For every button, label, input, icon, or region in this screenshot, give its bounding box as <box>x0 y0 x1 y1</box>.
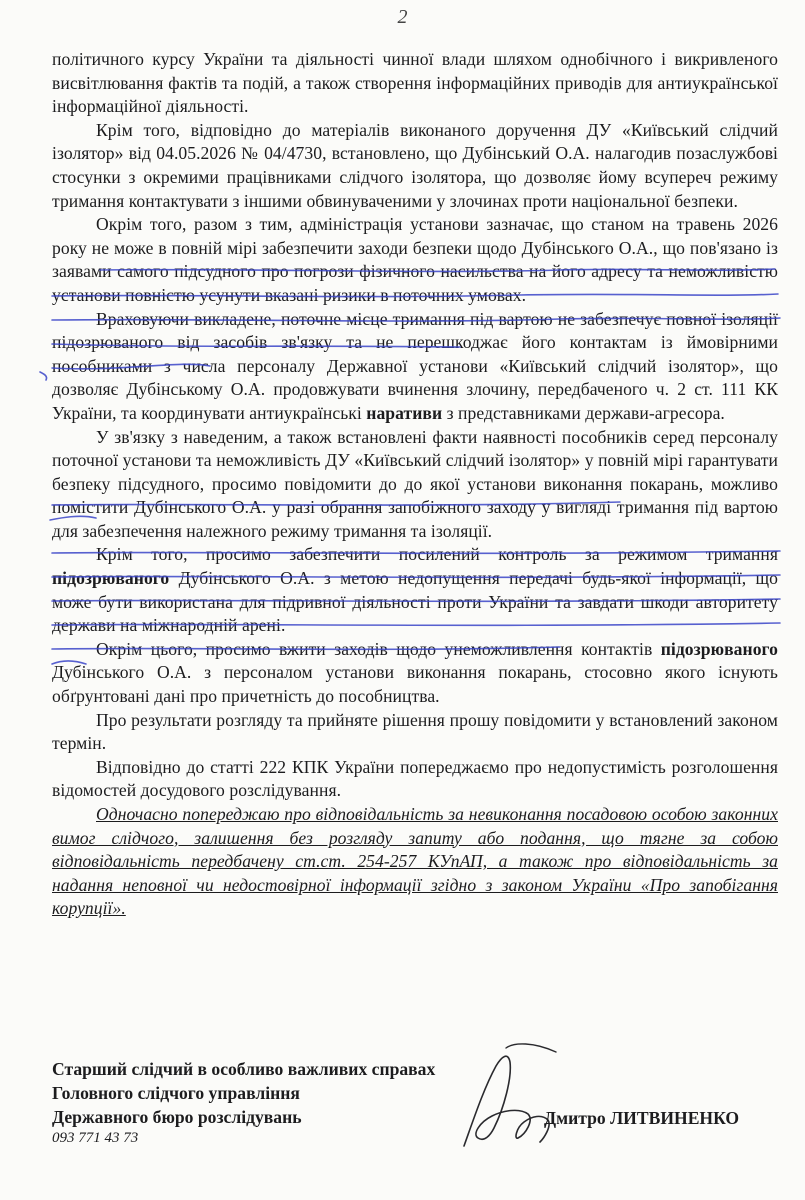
paragraph-7-text-start: Окрім цього, просимо вжити заходів щодо унеможливлення контактів <box>96 638 661 659</box>
paragraph-6-text-end: Дубінського О.А. з метою недопущення передачі будь-якої інформації, що може бути використана для підривної діяльності проти України та завдати шкоди авторитету держави на міжнародній арені. <box>52 568 778 636</box>
paragraph-4-text-start: Враховуючи викладене, поточне місце тримання під вартою не забезпечує повної ізоляції підозрюваного від засобів зв'язку та не перешкоджає його контактам із ймовірними пособниками з числа персоналу Державної установи «Київський слідчий ізолятор», що дозволяє Дубінському О.А. продовжувати вчинення злочину, передбаченого ч. 2 ст. 111 КК України, та координувати антиукраїнські <box>52 308 778 423</box>
paragraph-4-text-end: з представниками держави-агресора. <box>442 402 725 423</box>
warning-paragraph <box>52 803 778 921</box>
paragraph-5: У зв'язку з наведеним, а також встановлені факти наявності пособників серед персоналу поточної установи та неможливість ДУ «Київський слідчий ізолятор» у повній мірі гарантувати безпеку підсудного, просимо повідомити до до якої установи виконання покарань, можливо помістити Дубінського О.А. у разі обрання запобіжного заходу у вигляді тримання під вартою для забезпечення належного режиму тримання та ізоляції. <box>52 426 778 541</box>
paragraph-9: Відповідно до статті 222 КПК України попереджаємо про недопустимість розголошення відомостей досудового розслідування. <box>52 756 778 801</box>
paragraph-3: Окрім того, разом з тим, адміністрація установи зазначає, що станом на травень 2026 року не може в повній мірі забезпечити заходи безпеки щодо Дубінського О.А., що пов'язано із заявами самого підсудного про погрози фізичного насильства на його адресу та неможливістю установи повністю усунути вказані ризики в поточних умовах. <box>52 214 778 305</box>
paragraph-6-text-start: Крім того, просимо забезпечити посилений контроль за режимом тримання <box>96 544 778 565</box>
signer-title-line-3: Державного бюро розслідувань <box>52 1107 302 1127</box>
pen-underline <box>40 372 47 380</box>
signer-phone: 093 771 43 73 <box>52 1130 139 1146</box>
paragraph-1: політичного курсу України та діяльності чинної влади шляхом однобічного і викривленого висвітлювання фактів та подій, а також створення інформаційних приводів для антиукраїнської інформаційної діяльності. <box>52 49 778 117</box>
warning-text: Одночасно попереджаю про відповідальність за невиконання посадовою особою законних вимог слідчого, залишення без розгляду запиту або подання, що тягне за собою відповідальність передбачену ст.ст. 254-257 КУпАП, а також про відповідальність за надання неповної чи недостовірної інформації згідно з законом України «Про запобігання корупції». <box>52 804 778 919</box>
paragraph-7-bold-word: підозрюваного <box>660 638 778 659</box>
paragraph-7-text-end: Дубінського О.А. з персоналом установи виконання покарань, стосовно якого існують обґрунтовані дані про причетність до пособництва. <box>52 662 778 707</box>
signer-name: Дмитро ЛИТВИНЕНКО <box>544 1108 740 1128</box>
paragraph-4 <box>52 308 778 426</box>
page-number: 2 <box>397 6 408 28</box>
document-body <box>52 48 778 921</box>
paragraph-2: Крім того, відповідно до матеріалів виконаного доручення ДУ «Київський слідчий ізолятор» від 04.05.2026 № 04/4730, встановлено, що Дубінський О.А. налагодив позаслужбові стосунки з окремими працівниками слідчого ізолятора, що дозволяє йому всупереч режиму тримання контактувати з іншими обвинуваченими у злочинах проти національної безпеки. <box>52 119 778 211</box>
paragraph-8: Про результати розгляду та прийняте рішення прошу повідомити у встановлений законом термін. <box>52 709 778 754</box>
signature-block <box>52 1058 792 1158</box>
paragraph-6-bold-word: підозрюваного <box>52 568 170 589</box>
paragraph-4-bold-word: наративи <box>366 402 443 423</box>
signer-title-line-1: Старший слідчий в особливо важливих справах <box>52 1059 436 1079</box>
paragraph-7 <box>52 638 778 709</box>
handwritten-signature <box>444 1038 574 1158</box>
paragraph-6 <box>52 543 778 637</box>
signer-title-line-2: Головного слідчого управління <box>52 1083 300 1103</box>
